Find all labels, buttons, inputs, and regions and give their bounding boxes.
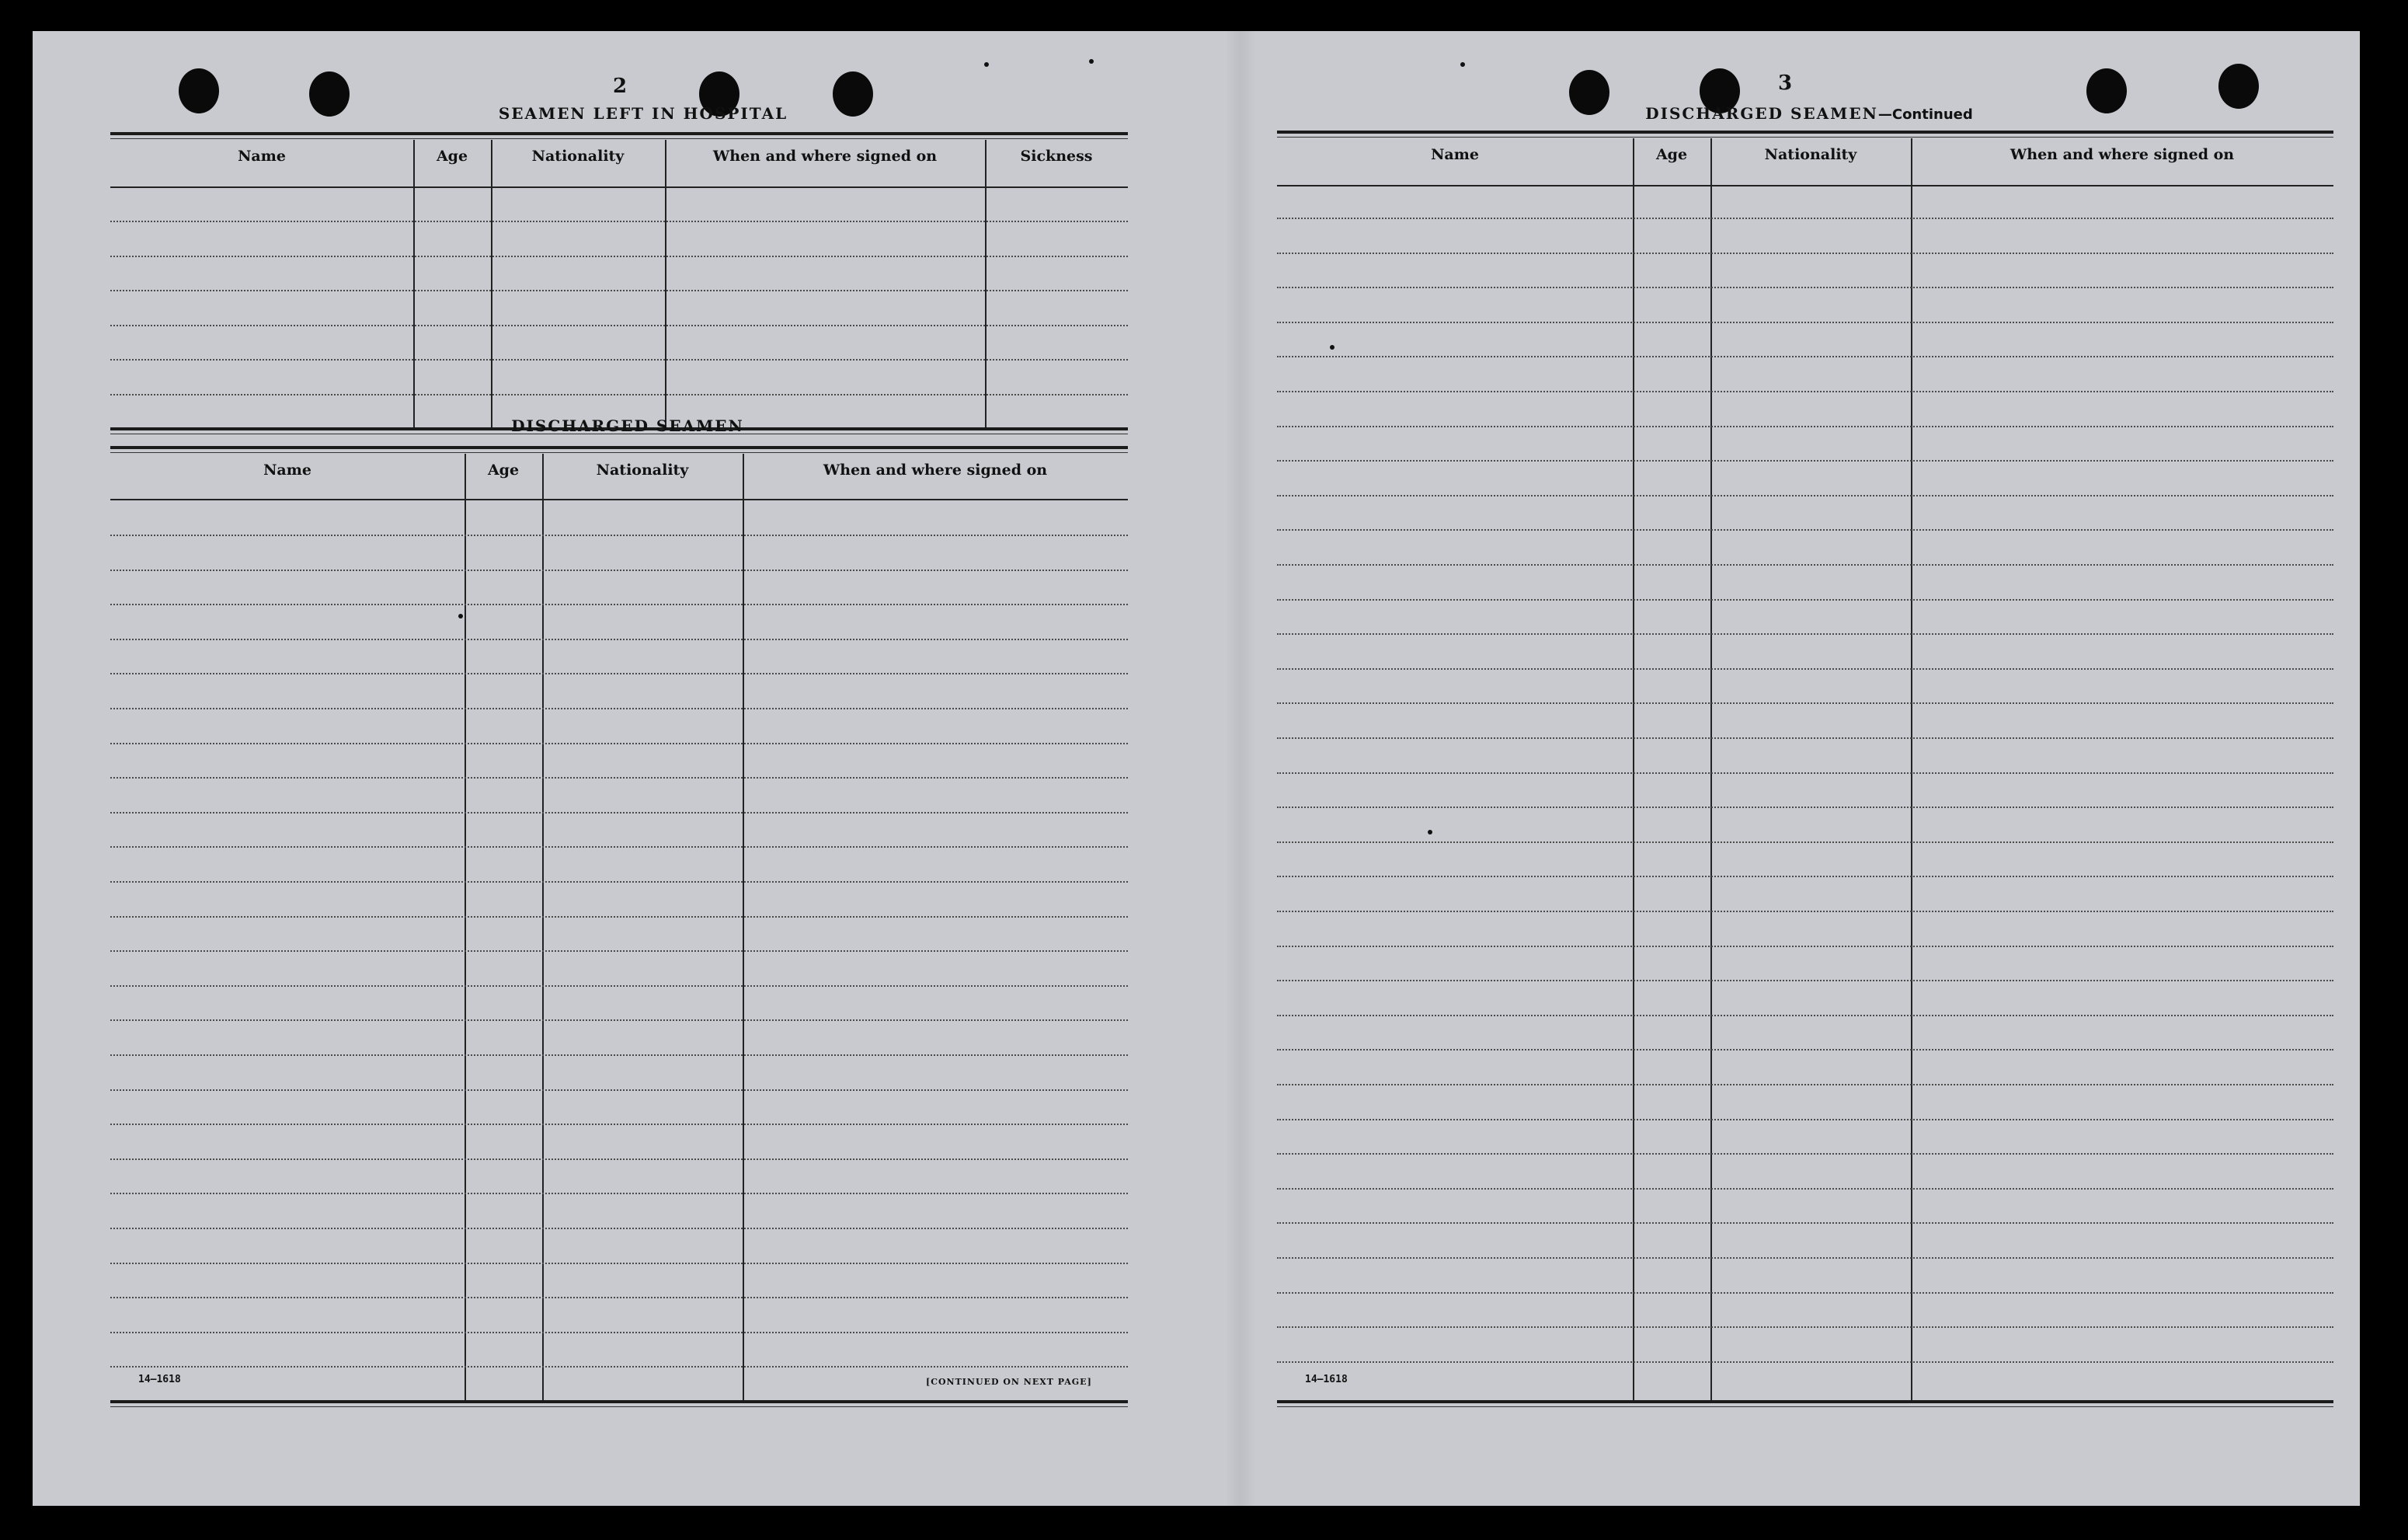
- discharged-ruled-line: [110, 604, 1128, 605]
- form-code-left: 14—1618: [138, 1374, 181, 1385]
- continued-ruled-line: [1277, 564, 2333, 566]
- hospital-col-divider: [985, 140, 987, 427]
- punch-hole: [179, 68, 219, 113]
- hospital-col-divider: [491, 140, 492, 427]
- discharged-table-top-rule-thin: [110, 452, 1128, 453]
- discharged-ruled-line: [110, 673, 1128, 674]
- page-number-left: 2: [612, 75, 628, 98]
- right-table-bottom-rule-thin: [1277, 1406, 2333, 1407]
- hospital-table-top-rule: [110, 132, 1128, 135]
- discharged-ruled-line: [110, 743, 1128, 744]
- discharged-ruled-line: [110, 1297, 1128, 1298]
- discharged-ruled-line: [110, 1366, 1128, 1368]
- hospital-col-nationality: Nationality: [531, 148, 625, 165]
- continued-ruled-line: [1277, 737, 2333, 739]
- right-table-bottom-rule: [1277, 1400, 2333, 1403]
- discharged-col-divider: [542, 454, 544, 1402]
- discharged-col-nationality: Nationality: [596, 462, 689, 479]
- continued-ruled-line: [1277, 807, 2333, 808]
- form-sheet: [33, 31, 2360, 1506]
- discharged-ruled-line: [110, 708, 1128, 709]
- hospital-ruled-line: [110, 325, 1128, 326]
- continued-section-title-text: DISCHARGED SEAMEN: [1645, 104, 1878, 123]
- discharged-ruled-line: [110, 1263, 1128, 1264]
- right-header-divider: [1277, 185, 2333, 186]
- discharged-table-bottom-rule-thin: [110, 1406, 1128, 1407]
- continued-ruled-line: [1277, 841, 2333, 843]
- right-table-top-rule: [1277, 131, 2333, 134]
- continued-ruled-line: [1277, 876, 2333, 877]
- discharged-ruled-line: [110, 1019, 1128, 1021]
- discharged-ruled-line: [110, 1228, 1128, 1229]
- hospital-table-top-rule-thin: [110, 138, 1128, 139]
- continued-note: [CONTINUED ON NEXT PAGE]: [926, 1377, 1092, 1387]
- continued-ruled-line: [1277, 1119, 2333, 1120]
- continued-ruled-line: [1277, 426, 2333, 427]
- discharged-ruled-line: [110, 535, 1128, 536]
- continued-ruled-line: [1277, 253, 2333, 254]
- discharged-ruled-line: [110, 1193, 1128, 1194]
- page-fold: [1225, 31, 1256, 1506]
- continued-ruled-line: [1277, 495, 2333, 496]
- continued-ruled-line: [1277, 1188, 2333, 1190]
- right-col-age: Age: [1655, 146, 1688, 163]
- continued-ruled-line: [1277, 946, 2333, 947]
- continued-ruled-line: [1277, 322, 2333, 323]
- discharged-ruled-line: [110, 1158, 1128, 1160]
- ink-speck: [1089, 59, 1094, 64]
- ink-speck: [1428, 830, 1432, 834]
- right-col-divider: [1710, 138, 1712, 1402]
- continued-ruled-line: [1277, 529, 2333, 531]
- hospital-ruled-line: [110, 256, 1128, 257]
- hospital-col-divider: [413, 140, 415, 427]
- hospital-ruled-line: [110, 290, 1128, 291]
- discharged-col-name: Name: [263, 462, 311, 479]
- discharged-ruled-line: [110, 985, 1128, 987]
- continued-ruled-line: [1277, 391, 2333, 392]
- right-col-nationality: Nationality: [1764, 146, 1857, 163]
- ink-speck: [984, 62, 989, 67]
- continued-ruled-line: [1277, 356, 2333, 357]
- discharged-table-top-rule: [110, 446, 1128, 449]
- punch-hole: [1569, 70, 1609, 115]
- right-col-signed-on: When and where signed on: [2010, 146, 2235, 163]
- discharged-ruled-line: [110, 777, 1128, 779]
- continued-ruled-line: [1277, 1361, 2333, 1363]
- hospital-col-sickness: Sickness: [1020, 148, 1093, 165]
- hospital-ruled-line: [110, 394, 1128, 395]
- continued-ruled-line: [1277, 1153, 2333, 1155]
- right-col-divider: [1911, 138, 1912, 1402]
- right-col-divider: [1633, 138, 1634, 1402]
- discharged-ruled-line: [110, 950, 1128, 952]
- discharged-ruled-line: [110, 1124, 1128, 1125]
- right-table-top-rule-thin: [1277, 137, 2333, 138]
- continued-ruled-line: [1277, 218, 2333, 219]
- discharged-ruled-line: [110, 916, 1128, 918]
- right-col-name: Name: [1431, 146, 1479, 163]
- discharged-ruled-line: [110, 570, 1128, 571]
- continued-ruled-line: [1277, 1084, 2333, 1085]
- ink-speck: [1330, 345, 1334, 350]
- continued-ruled-line: [1277, 599, 2333, 601]
- discharged-col-age: Age: [487, 462, 520, 479]
- continued-ruled-line: [1277, 1257, 2333, 1259]
- hospital-col-divider: [665, 140, 666, 427]
- discharged-header-divider: [110, 499, 1128, 500]
- hospital-section-title: SEAMEN LEFT IN HOSPITAL: [498, 104, 788, 123]
- continued-ruled-line: [1277, 668, 2333, 670]
- discharged-section-title: DISCHARGED SEAMEN: [511, 416, 744, 435]
- hospital-col-age: Age: [436, 148, 468, 165]
- punch-hole: [2218, 64, 2259, 109]
- discharged-ruled-line: [110, 812, 1128, 814]
- discharged-col-signed-on: When and where signed on: [823, 462, 1048, 479]
- continued-ruled-line: [1277, 1049, 2333, 1050]
- discharged-ruled-line: [110, 639, 1128, 640]
- continued-ruled-line: [1277, 772, 2333, 774]
- continued-ruled-line: [1277, 1222, 2333, 1224]
- continued-ruled-line: [1277, 1015, 2333, 1016]
- hospital-col-signed-on: When and where signed on: [712, 148, 938, 165]
- ink-speck: [1460, 62, 1465, 67]
- continued-ruled-line: [1277, 911, 2333, 912]
- continued-ruled-line: [1277, 633, 2333, 635]
- continued-section-suffix: —Continued: [1877, 106, 1973, 123]
- discharged-ruled-line: [110, 1054, 1128, 1056]
- ink-speck: [458, 614, 463, 618]
- hospital-col-name: Name: [238, 148, 286, 165]
- punch-hole: [2086, 68, 2127, 113]
- form-code-right: 14—1618: [1305, 1374, 1348, 1385]
- discharged-table-bottom-rule: [110, 1400, 1128, 1403]
- continued-ruled-line: [1277, 980, 2333, 981]
- discharged-ruled-line: [110, 881, 1128, 883]
- discharged-ruled-line: [110, 1089, 1128, 1091]
- discharged-col-divider: [465, 454, 466, 1402]
- page-number-right: 3: [1777, 71, 1793, 95]
- discharged-ruled-line: [110, 846, 1128, 848]
- hospital-header-divider: [110, 186, 1128, 188]
- continued-ruled-line: [1277, 1326, 2333, 1328]
- continued-ruled-line: [1277, 460, 2333, 462]
- discharged-ruled-line: [110, 1332, 1128, 1333]
- discharged-col-divider: [743, 454, 744, 1402]
- continued-ruled-line: [1277, 287, 2333, 288]
- punch-hole: [309, 71, 350, 117]
- continued-section-title: [1627, 104, 1992, 123]
- continued-ruled-line: [1277, 1292, 2333, 1294]
- punch-hole: [833, 71, 873, 117]
- continued-ruled-line: [1277, 702, 2333, 704]
- hospital-ruled-line: [110, 221, 1128, 222]
- hospital-ruled-line: [110, 359, 1128, 361]
